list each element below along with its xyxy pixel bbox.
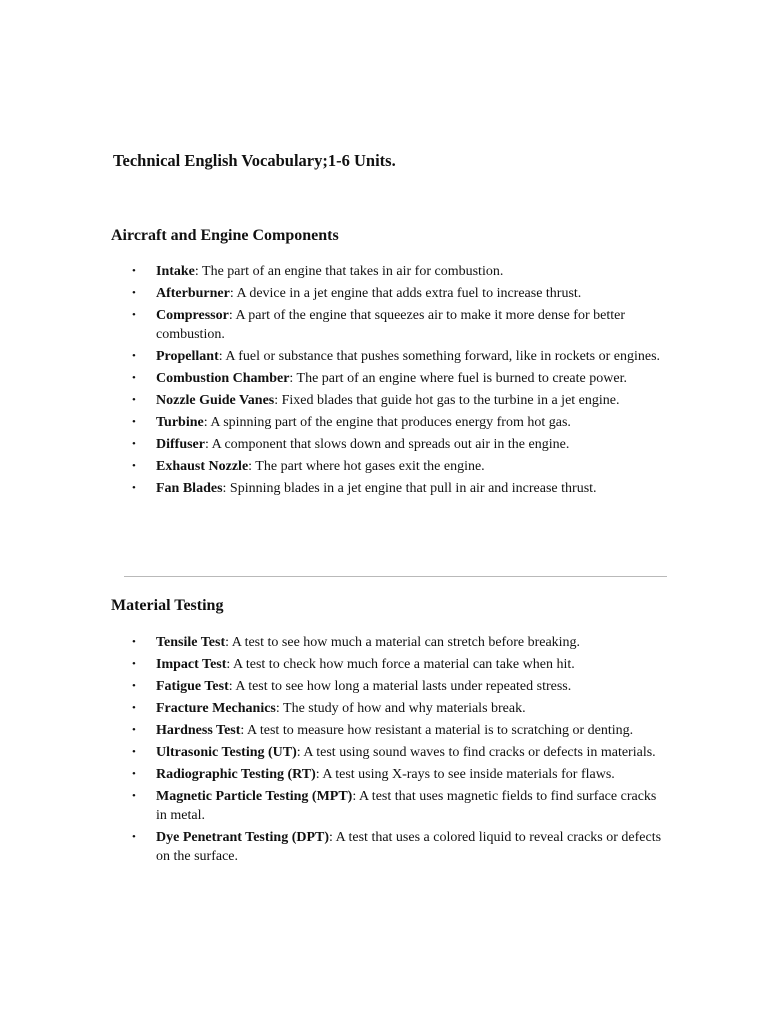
vocabulary-item bbox=[156, 306, 664, 344]
vocabulary-term: Radiographic Testing (RT) bbox=[156, 767, 316, 782]
vocabulary-item bbox=[156, 721, 664, 740]
vocabulary-definition: : The part where hot gases exit the engine. bbox=[248, 459, 485, 474]
vocabulary-term: Afterburner bbox=[156, 286, 230, 301]
vocabulary-item bbox=[156, 828, 664, 866]
vocabulary-item bbox=[156, 413, 664, 432]
vocabulary-term: Propellant bbox=[156, 349, 219, 364]
page-title: Technical English Vocabulary;1-6 Units. bbox=[113, 151, 396, 170]
vocabulary-definition: : The part of an engine that takes in air for combustion. bbox=[194, 264, 504, 279]
vocabulary-item bbox=[156, 457, 664, 476]
vocabulary-item bbox=[156, 391, 664, 410]
vocabulary-term: Nozzle Guide Vanes bbox=[156, 393, 275, 408]
vocabulary-term: Dye Penetrant Testing (DPT) bbox=[156, 830, 330, 845]
vocabulary-definition: : A component that slows down and spreads out air in the engine. bbox=[205, 437, 570, 452]
vocabulary-definition: : A part of the engine that squeezes air to make it more dense for better combustion. bbox=[156, 308, 625, 342]
material-testing-list bbox=[156, 633, 664, 869]
vocabulary-definition: : The study of how and why materials break. bbox=[275, 701, 526, 716]
vocabulary-item bbox=[156, 743, 664, 762]
vocabulary-term: Diffuser bbox=[156, 437, 205, 452]
vocabulary-item bbox=[156, 284, 664, 303]
vocabulary-definition: : A test to see how long a material lasts under repeated stress. bbox=[228, 679, 572, 694]
vocabulary-term: Combustion Chamber bbox=[156, 371, 290, 386]
vocabulary-term: Exhaust Nozzle bbox=[156, 459, 249, 474]
vocabulary-definition: : A test to measure how resistant a material is to scratching or denting. bbox=[240, 723, 634, 738]
vocabulary-item bbox=[156, 369, 664, 388]
vocabulary-definition: : A test that uses magnetic fields to find surface cracks in metal. bbox=[156, 789, 657, 823]
vocabulary-term: Fatigue Test bbox=[156, 679, 229, 694]
vocabulary-item bbox=[156, 347, 664, 366]
vocabulary-definition: : A test using X-rays to see inside materials for flaws. bbox=[315, 767, 615, 782]
vocabulary-item bbox=[156, 435, 664, 454]
vocabulary-definition: : A device in a jet engine that adds extra fuel to increase thrust. bbox=[229, 286, 582, 301]
vocabulary-definition: : Fixed blades that guide hot gas to the turbine in a jet engine. bbox=[274, 393, 620, 408]
vocabulary-term: Turbine bbox=[156, 415, 204, 430]
vocabulary-item bbox=[156, 633, 664, 652]
vocabulary-term: Tensile Test bbox=[156, 635, 226, 650]
vocabulary-term: Fracture Mechanics bbox=[156, 701, 276, 716]
vocabulary-item bbox=[156, 699, 664, 718]
vocabulary-item bbox=[156, 262, 664, 281]
vocabulary-definition: : A test to check how much force a material can take when hit. bbox=[226, 657, 575, 672]
vocabulary-term: Intake bbox=[156, 264, 195, 279]
vocabulary-definition: : The part of an engine where fuel is burned to create power. bbox=[289, 371, 627, 386]
vocabulary-definition: : A test to see how much a material can stretch before breaking. bbox=[225, 635, 581, 650]
vocabulary-definition: : A test using sound waves to find cracks or defects in materials. bbox=[296, 745, 656, 760]
aircraft-engine-components-list bbox=[156, 262, 664, 501]
vocabulary-term: Compressor bbox=[156, 308, 229, 323]
vocabulary-term: Hardness Test bbox=[156, 723, 241, 738]
vocabulary-term: Impact Test bbox=[156, 657, 227, 672]
vocabulary-term: Magnetic Particle Testing (MPT) bbox=[156, 789, 353, 804]
vocabulary-definition: : A fuel or substance that pushes something forward, like in rockets or engines. bbox=[218, 349, 661, 364]
vocabulary-item bbox=[156, 765, 664, 784]
vocabulary-item bbox=[156, 479, 664, 498]
vocabulary-item bbox=[156, 787, 664, 825]
vocabulary-definition: : A spinning part of the engine that produces energy from hot gas. bbox=[203, 415, 571, 430]
section-heading-material-testing: Material Testing bbox=[111, 597, 224, 614]
vocabulary-definition: : Spinning blades in a jet engine that pull in air and increase thrust. bbox=[222, 481, 597, 496]
vocabulary-term: Ultrasonic Testing (UT) bbox=[156, 745, 297, 760]
vocabulary-item bbox=[156, 655, 664, 674]
section-heading-aircraft-engine-components: Aircraft and Engine Components bbox=[111, 227, 339, 244]
vocabulary-definition: : A test that uses a colored liquid to reveal cracks or defects on the surface. bbox=[156, 830, 662, 864]
section-divider bbox=[124, 576, 667, 577]
vocabulary-term: Fan Blades bbox=[156, 481, 223, 496]
vocabulary-item bbox=[156, 677, 664, 696]
